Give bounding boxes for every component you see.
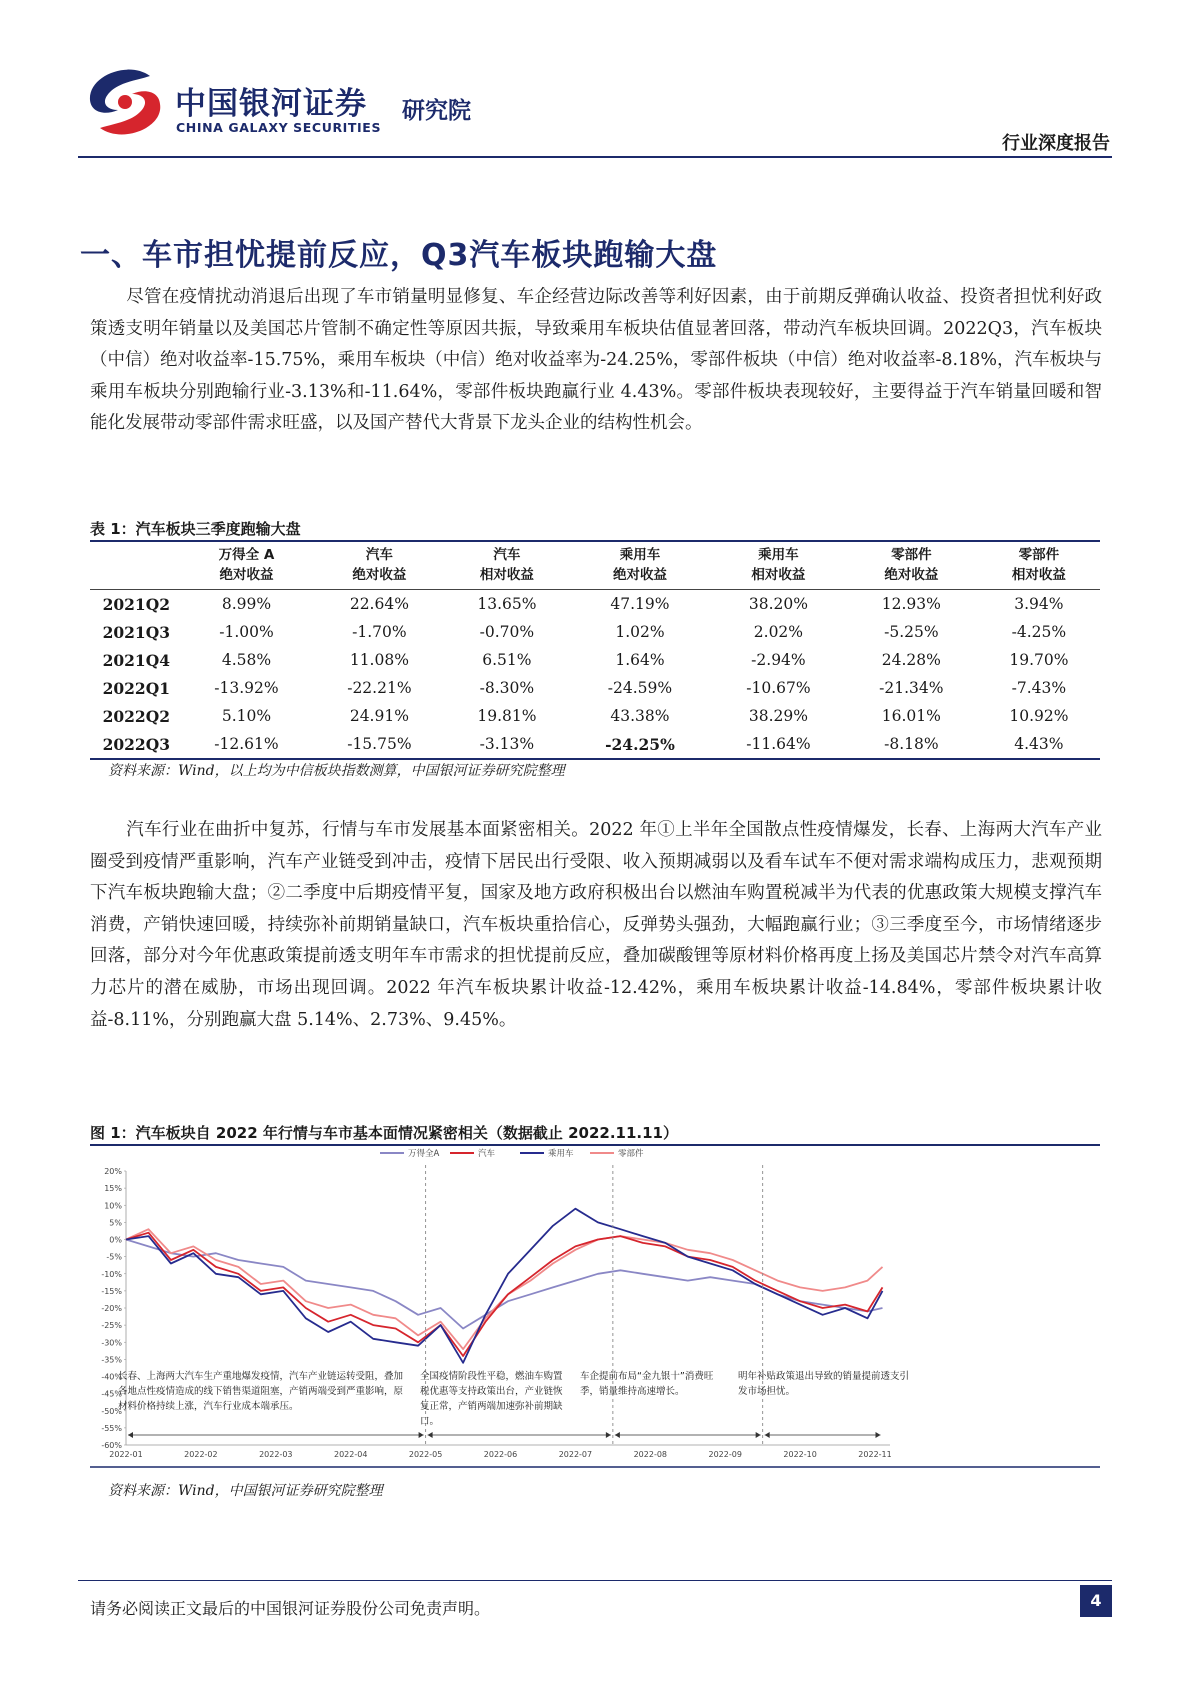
logo-english-name: CHINA GALAXY SECURITIES [176, 120, 382, 135]
table-cell: -11.64% [746, 735, 811, 753]
logo-icon [80, 66, 170, 138]
table-caption: 表 1：汽车板块三季度跑输大盘 [90, 520, 301, 538]
paragraph-1 [90, 282, 1102, 440]
y-tick-label: -45% [101, 1389, 122, 1399]
table-cell: 6.51% [482, 651, 532, 669]
x-tick-label: 2022-01 [109, 1450, 143, 1459]
table-cell: -7.43% [1011, 679, 1067, 697]
x-tick-label: 2022-09 [708, 1450, 742, 1459]
table-cell-highlight-bold: -24.25% [605, 734, 675, 754]
legend-label: 万得全A [408, 1149, 440, 1159]
row-label: 2021Q2 [102, 594, 170, 614]
y-tick-label: -10% [101, 1269, 122, 1279]
table-source: 资料来源：Wind，以上均为中信板块指数测算，中国银河证券研究院整理 [108, 763, 565, 779]
table-cell: 8.99% [221, 595, 272, 613]
institute-name: 研究院 [402, 98, 471, 124]
table-cell-highlight-red: 43.38% [610, 707, 670, 725]
row-label: 2022Q3 [102, 734, 170, 754]
table-cell: 22.64% [349, 595, 409, 613]
paragraph-1-text: 尽管在疫情扰动消退后出现了车市销量明显修复、车企经营边际改善等利好因素，由于前期反弹确认收益、投资者担忧利好政策透支明年销量以及美国芯片管制不确定性等原因共振，导致乘用车板块估值显著回落，带动汽车板块回调。2022Q3，汽车板块（中信）绝对收益率-15.75%，乘用车板块（中信）绝对收益率为-24.25%，零部件板块（中信）绝对收益率-8.18%，汽车板块与乘用车板块分别跑输行业-3.13%和-11.64%，零部件板块跑赢行业 4.43%。零部件板块表现较好，主要得益于汽车销量回暖和智能化发展带动零部件需求旺盛，以及国产替代大背景下龙头企业的结构性机会。 [90, 287, 1102, 434]
header-divider [78, 156, 1112, 158]
table-row [90, 730, 1100, 759]
annotation-phase-2: 全国疫情阶段性平稳，燃油车购置税优惠等支持政策出台，产业链恢复正常，产销两端加速弥补前期缺口。 [420, 1371, 563, 1427]
table-cell: 11.08% [349, 651, 409, 669]
table-header-corner [90, 542, 180, 590]
table-cell: -8.30% [479, 679, 535, 697]
col-header: 乘用车 相对收益 [751, 547, 806, 583]
report-type: 行业深度报告 [1002, 133, 1110, 154]
table-cell: 1.64% [615, 651, 665, 669]
table-cell: 19.70% [1009, 651, 1069, 669]
y-tick-label: -60% [101, 1441, 122, 1450]
table-cell: -24.59% [607, 679, 673, 697]
y-tick-label: -15% [101, 1286, 122, 1296]
legend-label: 零部件 [618, 1149, 644, 1159]
table-row [90, 646, 1100, 674]
table-cell: 24.28% [881, 651, 941, 669]
table-cell: -21.34% [879, 679, 944, 697]
col-header: 零部件 绝对收益 [884, 547, 939, 583]
table-cell: -3.13% [479, 735, 535, 753]
annotation-phase-4: 明年补贴政策退出导致的销量提前透支引发市场担忧。 [738, 1371, 910, 1397]
table-cell: -8.18% [884, 735, 939, 753]
row-label: 2021Q4 [102, 650, 170, 670]
table-cell: 5.10% [221, 707, 272, 725]
table-row [90, 618, 1100, 646]
table-header-row [90, 542, 1100, 590]
annotation-box [738, 1369, 918, 1441]
x-tick-label: 2022-03 [259, 1450, 293, 1459]
table-cell: 24.91% [349, 707, 409, 725]
page-number: 4 [1080, 1585, 1112, 1617]
y-tick-label: -30% [101, 1338, 122, 1348]
x-tick-label: 2022-08 [633, 1450, 668, 1459]
section-title: 一、车市担忧提前反应，Q3汽车板块跑输大盘 [80, 238, 718, 273]
table-cell: 16.01% [881, 707, 941, 725]
annotation-box [118, 1369, 408, 1441]
y-tick-label: 5% [109, 1218, 122, 1228]
y-tick-label: 20% [104, 1167, 122, 1176]
annotation-phase-1: 长春、上海两大汽车生产重地爆发疫情，汽车产业链运转受阻，叠加各地点性疫情造成的线下销售渠道阻塞，产销两端受到严重影响，原材料价格持续上涨，汽车行业成本端承压。 [118, 1371, 404, 1412]
legend-label: 乘用车 [548, 1149, 574, 1159]
col-header: 零部件 相对收益 [1011, 547, 1066, 583]
annotation-phase-3: 车企提前布局“金九银十”消费旺季，销量维持高速增长。 [580, 1371, 714, 1397]
x-tick-label: 2022-07 [558, 1450, 593, 1459]
footer-divider [78, 1580, 1112, 1581]
series-line-乘用车 [126, 1209, 883, 1363]
annotation-box [580, 1369, 725, 1441]
series-line-万得全A [126, 1240, 883, 1329]
paragraph-2 [90, 815, 1102, 1036]
x-tick-label: 2022-10 [783, 1450, 817, 1459]
x-tick-label: 2022-02 [184, 1450, 218, 1459]
y-tick-label: 10% [104, 1201, 122, 1211]
chart-legend [380, 1148, 644, 1159]
col-header: 乘用车 绝对收益 [612, 547, 667, 583]
table-cell: -0.70% [479, 623, 535, 641]
annotation-box [420, 1369, 570, 1441]
table-row [90, 702, 1100, 730]
table-cell: -2.94% [751, 651, 806, 669]
table-row [90, 674, 1100, 702]
row-label: 2021Q3 [102, 622, 170, 642]
table-cell: 38.29% [748, 707, 808, 725]
col-header: 万得全 A 绝对收益 [218, 547, 275, 583]
row-label: 2022Q1 [102, 678, 170, 698]
table-cell: -13.92% [214, 679, 279, 697]
table-cell: 13.65% [477, 595, 537, 613]
table-cell: 19.81% [477, 707, 537, 725]
y-tick-label: -35% [101, 1355, 122, 1365]
y-tick-label: -55% [101, 1423, 122, 1433]
x-tick-label: 2022-05 [408, 1450, 443, 1459]
table-cell: -12.61% [214, 735, 279, 753]
series-line-汽车 [126, 1233, 883, 1356]
table-cell: 47.19% [610, 595, 670, 613]
table-cell: 10.92% [1009, 707, 1069, 725]
table-cell: -5.25% [884, 623, 939, 641]
y-tick-label: -25% [101, 1321, 122, 1331]
col-header: 汽车 绝对收益 [352, 547, 407, 583]
table-cell: 12.93% [881, 595, 941, 613]
y-tick-label: -20% [101, 1304, 122, 1313]
series-line-零部件 [126, 1229, 883, 1349]
table-cell: -1.70% [352, 623, 407, 641]
footer-disclaimer: 请务必阅读正文最后的中国银河证券股份公司免责声明。 [90, 1599, 491, 1618]
table-cell: -22.21% [347, 679, 412, 697]
paragraph-2-text: 汽车行业在曲折中复苏，行情与车市发展基本面紧密相关。2022 年①上半年全国散点性疫情爆发，长春、上海两大汽车产业圈受到疫情严重影响，汽车产业链受到冲击，疫情下居民出行受限、收入预期减弱以及看车试车不便对需求端构成压力，悲观预期下汽车板块跑输大盘；②二季度中后期疫情平复，国家及地方政府积极出台以燃油车购置税减半为代表的优惠政策大规模支撑汽车消费，产销快速回暖，持续弥补前期销量缺口，汽车板块重拾信心，反弹势头强劲，大幅跑赢行业；③三季度至今，市场情绪逐步回落，部分对今年优惠政策提前透支明年车市需求的担忧提前反应，叠加碳酸锂等原材料价格再度上扬及美国芯片禁令对汽车高算力芯片的潜在威胁，市场出现回调。2022 年汽车板块累计收益-12.42%，乘用车板块累计收益-14.84%，零部件板块累计收益-8.11%，分别跑赢大盘 5.14%、2.73%、9.45%。 [90, 820, 1102, 1030]
y-tick-label: -40% [101, 1372, 122, 1382]
table-row [90, 590, 1100, 619]
col-header: 汽车 相对收益 [479, 547, 534, 583]
table-cell: -15.75% [347, 735, 412, 753]
figure-source: 资料来源：Wind，中国银河证券研究院整理 [108, 1483, 383, 1499]
x-tick-label: 2022-06 [483, 1450, 518, 1459]
table-cell: -10.67% [746, 679, 811, 697]
x-tick-label: 2022-11 [858, 1450, 892, 1459]
logo-chinese-name: 中国银河证券 [175, 86, 367, 122]
chart-series [126, 1209, 883, 1363]
returns-table [90, 542, 1100, 760]
x-tick-label: 2022-04 [333, 1450, 368, 1459]
table-cell: -4.25% [1011, 623, 1067, 641]
y-tick-label: 15% [104, 1184, 122, 1194]
y-tick-label: -5% [106, 1252, 122, 1262]
table-cell: 38.20% [748, 595, 808, 613]
table-cell: 4.43% [1014, 735, 1064, 753]
table-cell: 2.02% [753, 623, 804, 641]
y-tick-label: -50% [101, 1406, 122, 1416]
figure-caption: 图 1：汽车板块自 2022 年行情与车市基本面情况紧密相关（数据截止 2022.11.11） [90, 1124, 678, 1142]
legend-label: 汽车 [478, 1149, 496, 1159]
row-label: 2022Q2 [102, 706, 170, 726]
y-tick-label: 0% [109, 1235, 122, 1245]
table-cell: 4.58% [221, 651, 272, 669]
table-cell: -1.00% [219, 623, 274, 641]
chart [90, 1145, 1100, 1475]
table-cell: 3.94% [1014, 595, 1064, 613]
table-cell: 1.02% [615, 623, 665, 641]
